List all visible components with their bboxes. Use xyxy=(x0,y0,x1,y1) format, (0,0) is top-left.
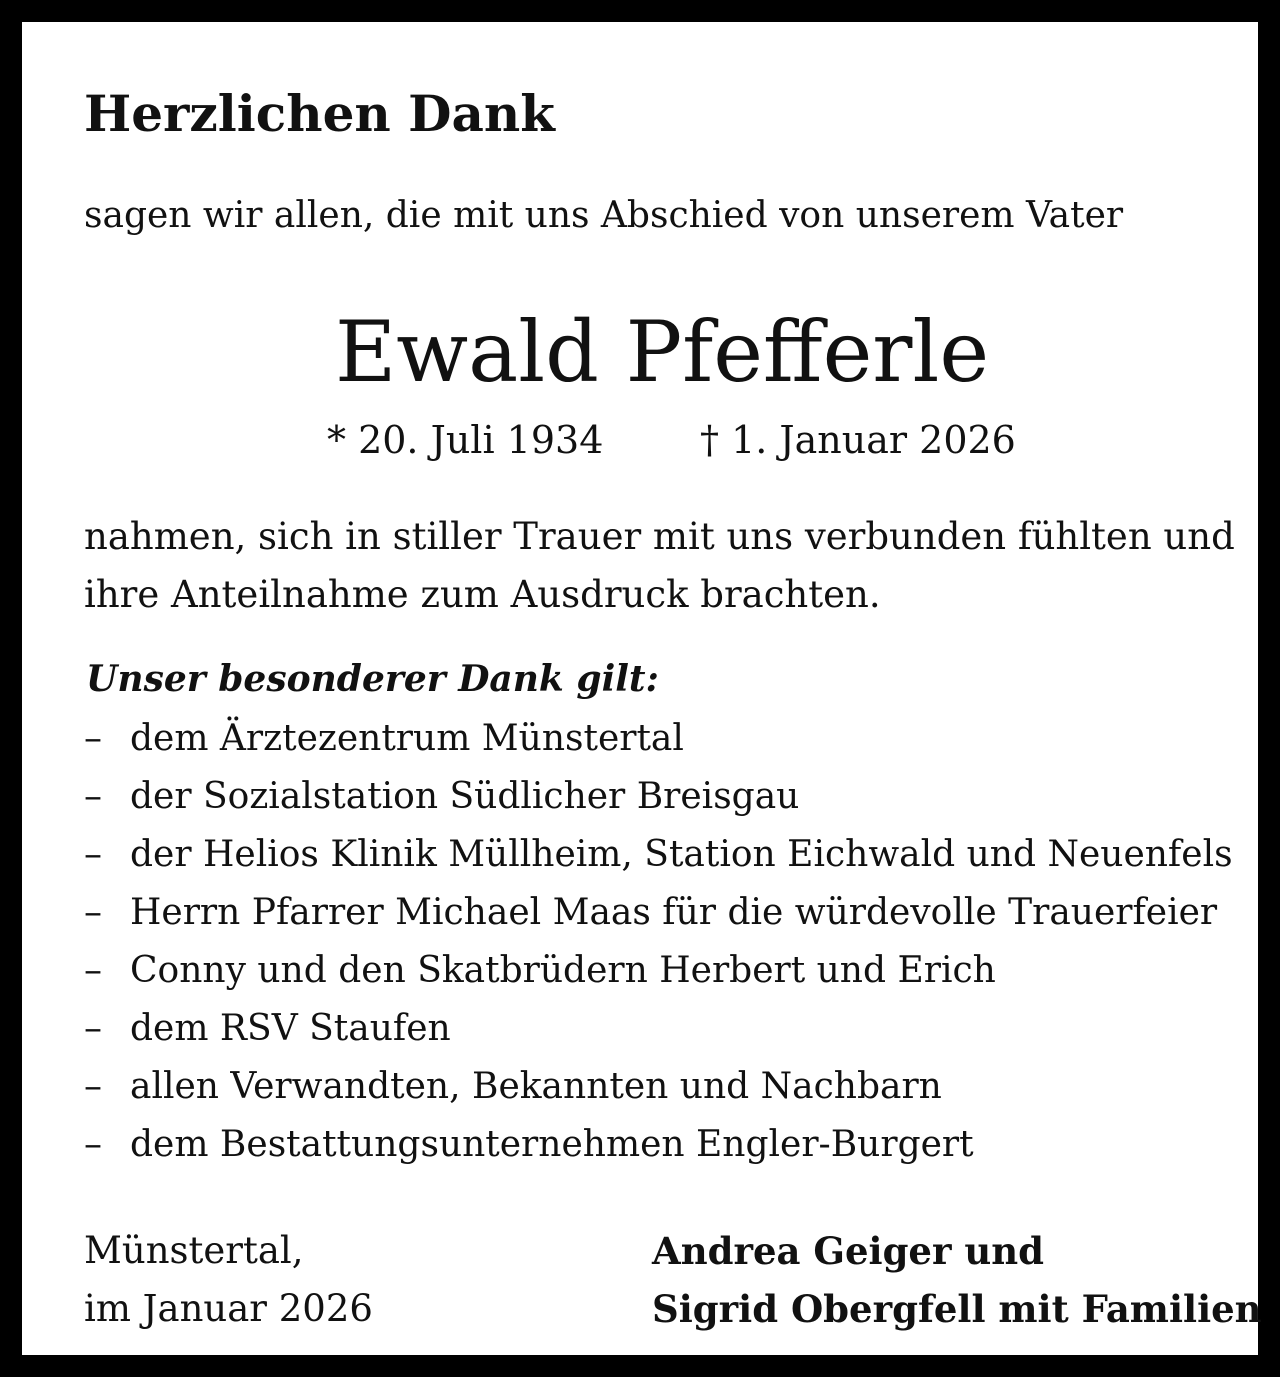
dash-bullet: – xyxy=(84,834,102,875)
death-date: † 1. Januar 2026 xyxy=(700,418,1016,462)
thanks-list-item xyxy=(84,826,1233,884)
thanks-item-text: dem RSV Staufen xyxy=(130,1008,451,1049)
notice-heading: Herzlichen Dank xyxy=(84,84,555,143)
birth-date: * 20. Juli 1934 xyxy=(327,418,604,462)
signer-line-2: Sigrid Obergfell mit Familien xyxy=(652,1287,1262,1331)
dash-bullet: – xyxy=(84,1124,102,1165)
signer-line-1: Andrea Geiger und xyxy=(652,1229,1045,1273)
thanks-list-item xyxy=(84,942,1233,1000)
thanks-item-text: dem Bestattungsunternehmen Engler-Burgert xyxy=(130,1124,974,1165)
dash-bullet: – xyxy=(84,892,102,933)
signers xyxy=(652,1222,1262,1338)
body-line-2: ihre Anteilnahme zum Ausdruck brachten. xyxy=(84,573,881,616)
thanks-list-item xyxy=(84,1000,1233,1058)
deceased-name: Ewald Pfefferle xyxy=(334,303,990,401)
thanks-heading: Unser besonderer Dank gilt: xyxy=(86,658,659,700)
dash-bullet: – xyxy=(84,1008,102,1049)
body-line-1: nahmen, sich in stiller Trauer mit uns verbunden fühlten und xyxy=(84,515,1235,558)
dash-bullet: – xyxy=(84,718,102,759)
thanks-list-item xyxy=(84,710,1233,768)
thanks-list xyxy=(84,710,1233,1174)
thanks-list-item xyxy=(84,1058,1233,1116)
thanks-list-item xyxy=(84,768,1233,826)
date-line: im Januar 2026 xyxy=(84,1287,373,1330)
dash-bullet: – xyxy=(84,776,102,817)
dash-bullet: – xyxy=(84,1066,102,1107)
thanks-item-text: dem Ärztezentrum Münstertal xyxy=(130,718,684,759)
thanks-list-item xyxy=(84,884,1233,942)
thanks-item-text: der Sozialstation Südlicher Breisgau xyxy=(130,776,800,817)
thanks-list-item xyxy=(84,1116,1233,1174)
thanks-item-text: allen Verwandten, Bekannten und Nachbarn xyxy=(130,1066,942,1107)
body-paragraph xyxy=(84,508,1244,624)
thanks-item-text: der Helios Klinik Müllheim, Station Eichwald und Neuenfels xyxy=(130,834,1233,875)
place-line: Münstertal, xyxy=(84,1229,304,1272)
dash-bullet: – xyxy=(84,950,102,991)
thanks-item-text: Herrn Pfarrer Michael Maas für die würdevolle Trauerfeier xyxy=(130,892,1218,933)
place-and-date xyxy=(84,1222,373,1338)
intro-text: sagen wir allen, die mit uns Abschied von unserem Vater xyxy=(84,195,1124,236)
thanks-item-text: Conny und den Skatbrüdern Herbert und Erich xyxy=(130,950,996,991)
